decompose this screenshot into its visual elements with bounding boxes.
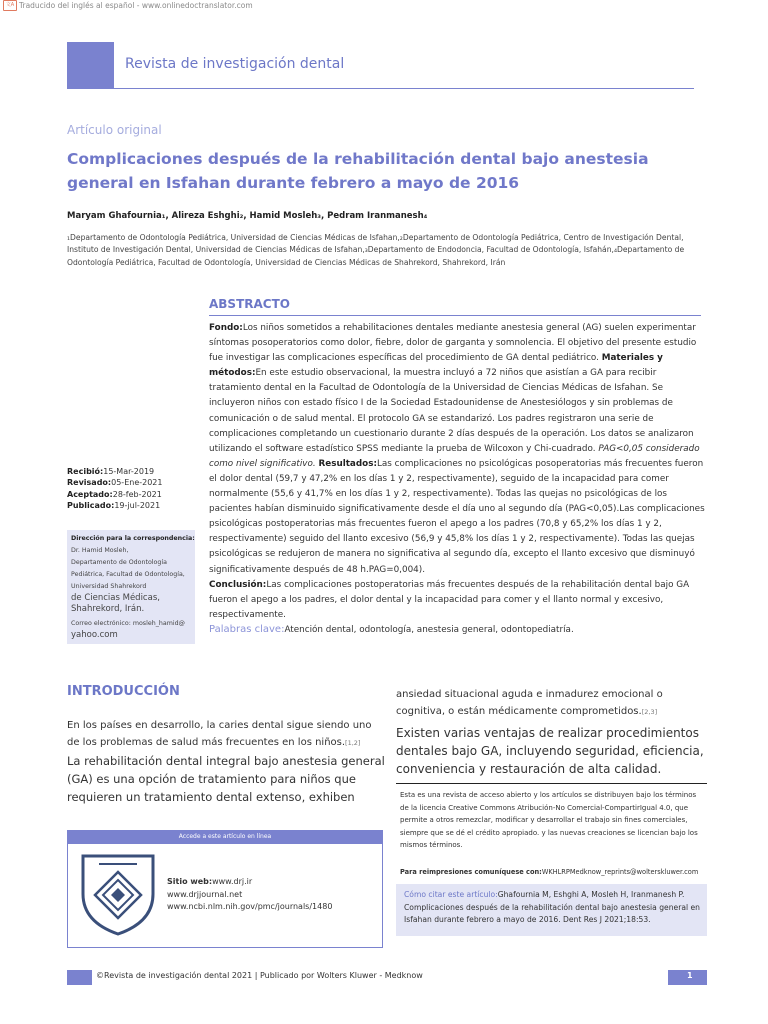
received-label: Recibió: [67,467,104,476]
site-label: Sitio web: [167,877,213,886]
abstract-results-p: PAG=0,004). [368,564,426,575]
author-list: Maryam Ghafournia₁, Alireza Eshghi₂, Hamid Mosleh₃, Pedram Iranmanesh₄ [67,211,428,221]
translate-banner[interactable] [0,0,768,12]
correspondence-email-domain: yahoo.com [71,630,118,640]
article-title: Complicaciones después de la rehabilitación dental bajo anestesia general en Isfahan durante febrero a mayo de 2016 [67,150,649,192]
intro-r1-text: ansiedad situacional aguda e inmadurez emocional o cognitiva, o están médicamente comprometidos. [396,689,663,717]
accepted-label: Aceptado: [67,489,113,499]
correspondence [71,533,195,641]
received-date: 15-Mar-2019 [103,467,155,476]
intro-paragraph-2: La rehabilitación dental integral bajo anestesia general (GA) es una opción de tratamiento para niños que requieren un tratamiento dental extenso, exhiben [67,754,385,804]
abstract-results: Las complicaciones no psicológicas posoperatorias más frecuentes fueron el dolor dental (59,7 y 47,2% en los días 1 y 2, respectivamente), seguido de la incapacidad para comer normalmente (55,6 y 41,7% en los días 1 y 2, respectivamente). Todas las quejas no psicológicas de los pacientes habían disminuido significativamente desde el día uno al segundo día (PAG<0,05).Las complicaciones psicológicas postoperatorias más frecuentes fueron el apego a los padres (70,8 y 65,2% los días 1 y 2, respectivamente) seguido del llanto excesivo (56,9 y 45,8% los días 1 y 2, respectivamente). Todas las quejas psicológicas se redujeron de manera no significativa al segundo día, excepto el llanto excesivo que disminuyó significativamente después de 48 h. [209,458,705,575]
intro-right-paragraph-1 [396,686,708,721]
abstract-heading: ABSTRACTO [209,297,290,311]
site-link[interactable]: www.ncbi.nlm.nih.gov/pmc/journals/1480 [167,902,333,911]
keywords-label: Palabras clave: [209,624,285,635]
access-online-heading: Accede a este artículo en línea [67,830,383,844]
abstract-body [209,321,705,623]
how-to-cite-label: Cómo citar este artículo: [404,890,498,899]
correspondence-heading: Dirección para la correspondencia: [71,535,195,542]
intro-p1-text: En los países en desarrollo, la caries dental sigue siendo uno de los problemas de salud más frecuentes en los niños. [67,720,372,748]
translate-banner-text: Traducido del inglés al español - www.onlinedoctranslator.com [19,1,253,10]
correspondence-line: de Ciencias Médicas, [71,593,160,603]
abstract-methods-label: Materiales y métodos: [209,353,663,379]
revised-label: Revisado: [67,478,112,488]
keywords-value: Atención dental, odontología, anestesia general, odontopediatría. [284,625,574,635]
journal-header-rule [114,88,694,89]
published-date: 19-jul-2021 [114,500,161,510]
reprints-label: Para reimpresiones comuníquese con: [400,868,542,876]
article-type: Artículo original [67,123,162,137]
correspondence-line: Shahrekord, Irán. [71,604,145,614]
journal-name: Revista de investigación dental [125,56,345,72]
site-link[interactable]: www.drjjournal.net [167,889,243,899]
correspondence-line: Departamento de Odontología [71,559,168,566]
keywords [209,624,705,635]
abstract-methods: En este estudio observacional, la muestra incluyó a 72 niños que asistían a GA para recibir tratamiento dental en la Facultad de Odontología de la Universidad de Ciencias Médicas de Isfahan. Se incluyeron niños con estado físico I de la Sociedad Estadounidense de Anestesiólogos y sin problemas de comunicación o de salud mental. El protocolo GA se estandarizó. Los padres registraron una serie de complicaciones completando un cuestionario durante 2 días después de la operación. Los datos se analizaron utilizando el software estadístico SPSS mediante la prueba de Wilcoxon y Chi-cuadrado. [209,368,694,454]
intro-p1-citation[interactable]: [1,2] [345,739,361,747]
intro-paragraph-1 [67,717,385,752]
abstract-conclusion-label: Conclusión: [209,579,267,590]
correspondence-email-label: Correo electrónico: mosleh_hamid@ [71,620,185,627]
abstract-background-label: Fondo: [209,323,243,333]
abstract-conclusion: Las complicaciones postoperatorias más frecuentes después de la rehabilitación dental bajo GA fueron el apego a los padres, el dolor dental y la incapacidad para comer y el llanto normal y excesivo, respectivamente. [209,579,690,620]
accepted-date: 28-feb-2021 [112,489,162,499]
reprints-email[interactable]: WKHLRPMedknow_reprints@wolterskluwer.com [541,868,699,876]
site-link[interactable]: www.drj.ir [212,877,253,886]
article-dates [67,466,162,511]
license-rule [396,783,707,784]
correspondence-line: Dr. Hamid Mosleh, [71,547,129,554]
intro-right-paragraph-2: Existen varias ventajas de realizar procedimientos dentales bajo GA, incluyendo seguridad, eficiencia, conveniencia y restauración de alta calidad. [396,726,704,776]
journal-header-block [67,42,114,89]
abstract-background: Los niños sometidos a rehabilitaciones dentales mediante anestesia general (AG) suelen experimentar síntomas posoperatorios como dolor, fiebre, dolor de garganta y somnolencia. El objetivo del presente estudio fue investigar las complicaciones específicas del procedimiento de GA dental pediátrico. [209,323,697,364]
affiliations: ₁Departamento de Odontología Pediátrica, Universidad de Ciencias Médicas de Isfahan,₂Departamento de Odontología Pediátrica, Centro de Investigación Dental, Instituto de Investigación Dental, Universidad de Ciencias Médicas de Isfahan,₃Departamento de Endodoncia, Facultad de Odontología, Isfahán,₄Departamento de Odontología Pediátrica, Facultad de Odontología, Universidad de Ciencias Médicas de Shahrekord, Shahrekord, Irán [67,233,685,267]
license-text: Esta es una revista de acceso abierto y los artículos se distribuyen bajo los términos de la licencia Creative Commons Atribución-No Comercial-CompartirIgual 4.0, que permite a otros remezclar, modificar y desarrollar el trabajo sin fines comerciales, siempre que se dé el crédito apropiado. y las nuevas creaciones se licencian bajo los mismos términos. [400,791,698,849]
reprints [400,868,710,876]
translate-icon: 文A [3,0,17,11]
how-to-cite-text: Ghafournia M, Eshghi A, Mosleh H, Iranmanesh P. Complicaciones después de la rehabilitación dental bajo anestesia general en Isfahan durante febrero a mayo de 2016. Dent Res J 2021;18:53. [404,890,700,924]
introduction-heading: INTRODUCCIÓN [67,684,180,699]
correspondence-line: Pediátrica, Facultad de Odontología, [71,571,185,578]
abstract-rule [209,315,701,316]
correspondence-line: Universidad Shahrekord [71,583,147,590]
abstract-methods-p: PAG<0,05 considerado como nivel significativo. [209,443,700,469]
access-online-sites [167,876,332,914]
revised-date: 05-Ene-2021 [111,478,163,488]
abstract-results-label: Resultados: [318,458,377,469]
page-number: 1 [687,971,693,980]
journal-logo-icon [79,850,157,938]
footer-text: ©Revista de investigación dental 2021 | Publicado por Wolters Kluwer - Medknow [96,971,423,980]
how-to-cite [404,889,704,927]
published-label: Publicado: [67,500,115,510]
intro-r1-citation[interactable]: [2,3] [641,708,658,716]
